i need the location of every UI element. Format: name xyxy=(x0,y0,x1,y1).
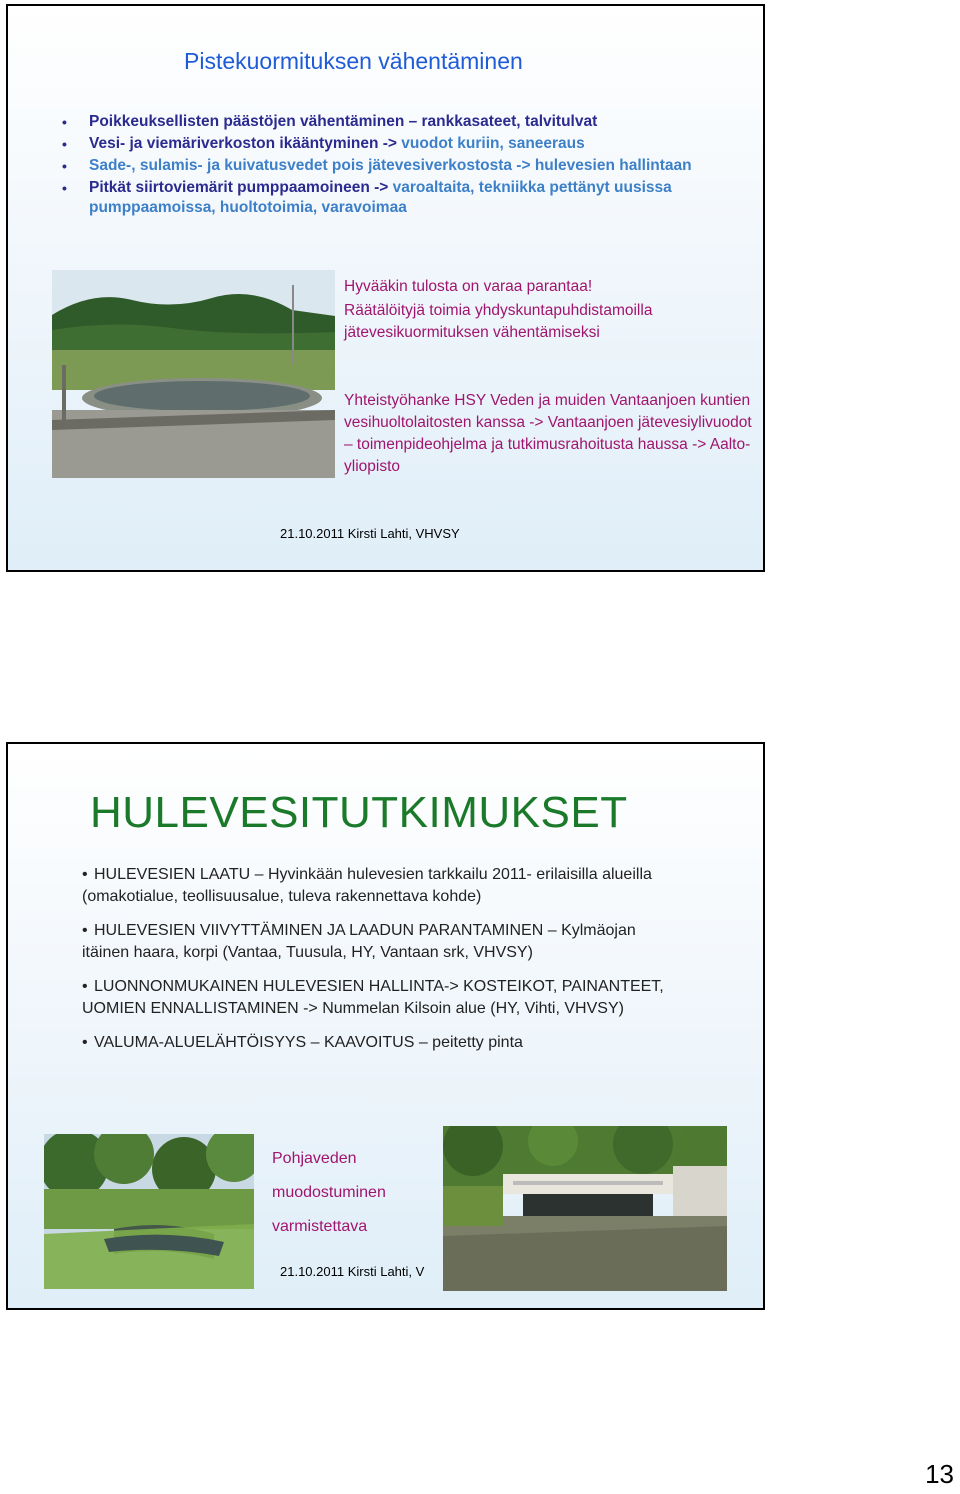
slide-1-bullet xyxy=(60,134,760,154)
bullet-text: HULEVESIEN LAATU – Hyvinkään hulevesien tarkkailu 2011- erilaisilla alueilla (omakotialue, teollisuusalue, tuleva rakennettava kohde) xyxy=(82,866,652,905)
bullet-text: Poikkeuksellisten päästöjen vähentäminen – rankkasateet, talvitulvat xyxy=(89,113,598,130)
bullet-text: VALUMA-ALUELÄHTÖISYYS – KAAVOITUS – peitetty pinta xyxy=(94,1034,523,1051)
slide-1-bullet xyxy=(60,112,760,132)
slide-1-footer: 21.10.2011 Kirsti Lahti, VHVSY xyxy=(280,526,460,541)
bullet-dot-icon: • xyxy=(82,978,88,995)
page-number: 13 xyxy=(925,1459,954,1489)
bullet-dot-icon: • xyxy=(82,922,88,939)
slide-2 xyxy=(6,742,765,1310)
treatment-plant-photo xyxy=(52,270,335,478)
improvement-heading: Hyvääkin tulosta on varaa parantaa! xyxy=(344,278,593,295)
bullet-dot-icon: • xyxy=(82,1034,88,1051)
groundwater-line: muodostuminen xyxy=(272,1184,386,1201)
groundwater-line: Pohjaveden xyxy=(272,1150,357,1167)
bullet-text-highlight: vuodot kuriin, saneeraus xyxy=(397,135,585,152)
slide-1-bullet xyxy=(60,178,760,218)
slide-2-title: HULEVESITUTKIMUKSET xyxy=(90,788,628,837)
bullet-text: HULEVESIEN VIIVYTTÄMINEN JA LAADUN PARANTAMINEN – Kylmäojan itäinen haara, korpi (Vantaa, Tuusula, HY, Vantaan srk, VHVSY) xyxy=(82,922,636,961)
slide-2-footer: 21.10.2011 Kirsti Lahti, V xyxy=(280,1264,425,1279)
slide-1-bullet-list xyxy=(60,112,760,220)
bullet-text: LUONNONMUKAINEN HULEVESIEN HALLINTA-> KOSTEIKOT, PAINANTEET, UOMIEN ENNALLISTAMINEN -> Nummelan Kilsoin alue (HY, Vihti, VHVSY) xyxy=(82,978,664,1017)
slide-1 xyxy=(6,4,765,572)
slide-1-bullet xyxy=(60,156,760,176)
groundwater-line: varmistettava xyxy=(272,1218,368,1235)
stream-photo xyxy=(44,1134,254,1289)
slide-2-bullet xyxy=(82,976,682,1020)
bullet-text: Sade-, sulamis- ja kuivatusvedet pois jätevesiverkostosta -> hulevesien hallintaan xyxy=(89,157,692,174)
cooperation-text: Yhteistyöhanke HSY Veden ja muiden Vantaanjoen kuntien vesihuoltolaitosten kanssa -> Vantaanjoen jätevesiylivuodot – toimenpideohjelma ja tutkimusrahoitusta haussa -> Aalto-yliopisto xyxy=(344,392,752,475)
bridge-flood-photo xyxy=(443,1126,727,1291)
bullet-text: Pitkät siirtoviemärit pumppaamoineen -> xyxy=(89,179,389,196)
slide-1-title: Pistekuormituksen vähentäminen xyxy=(184,48,523,74)
slide-2-bullet xyxy=(82,1032,682,1054)
bullet-text-highlight: varoaltaita, tekniikka pettänyt uusissa pumppaamoissa, huoltotoimia, varavoimaa xyxy=(89,179,672,216)
bullet-text: Vesi- ja viemäriverkoston ikääntyminen -> xyxy=(89,135,397,152)
groundwater-note xyxy=(272,1142,386,1244)
tailored-measures-text: Räätälöityjä toimia yhdyskuntapuhdistamoilla jätevesikuormituksen vähentämiseksi xyxy=(344,302,653,341)
slide-2-bullet-list xyxy=(82,864,682,1066)
slide-2-bullet xyxy=(82,920,682,964)
slide-2-bullet xyxy=(82,864,682,908)
bullet-dot-icon: • xyxy=(82,866,88,883)
